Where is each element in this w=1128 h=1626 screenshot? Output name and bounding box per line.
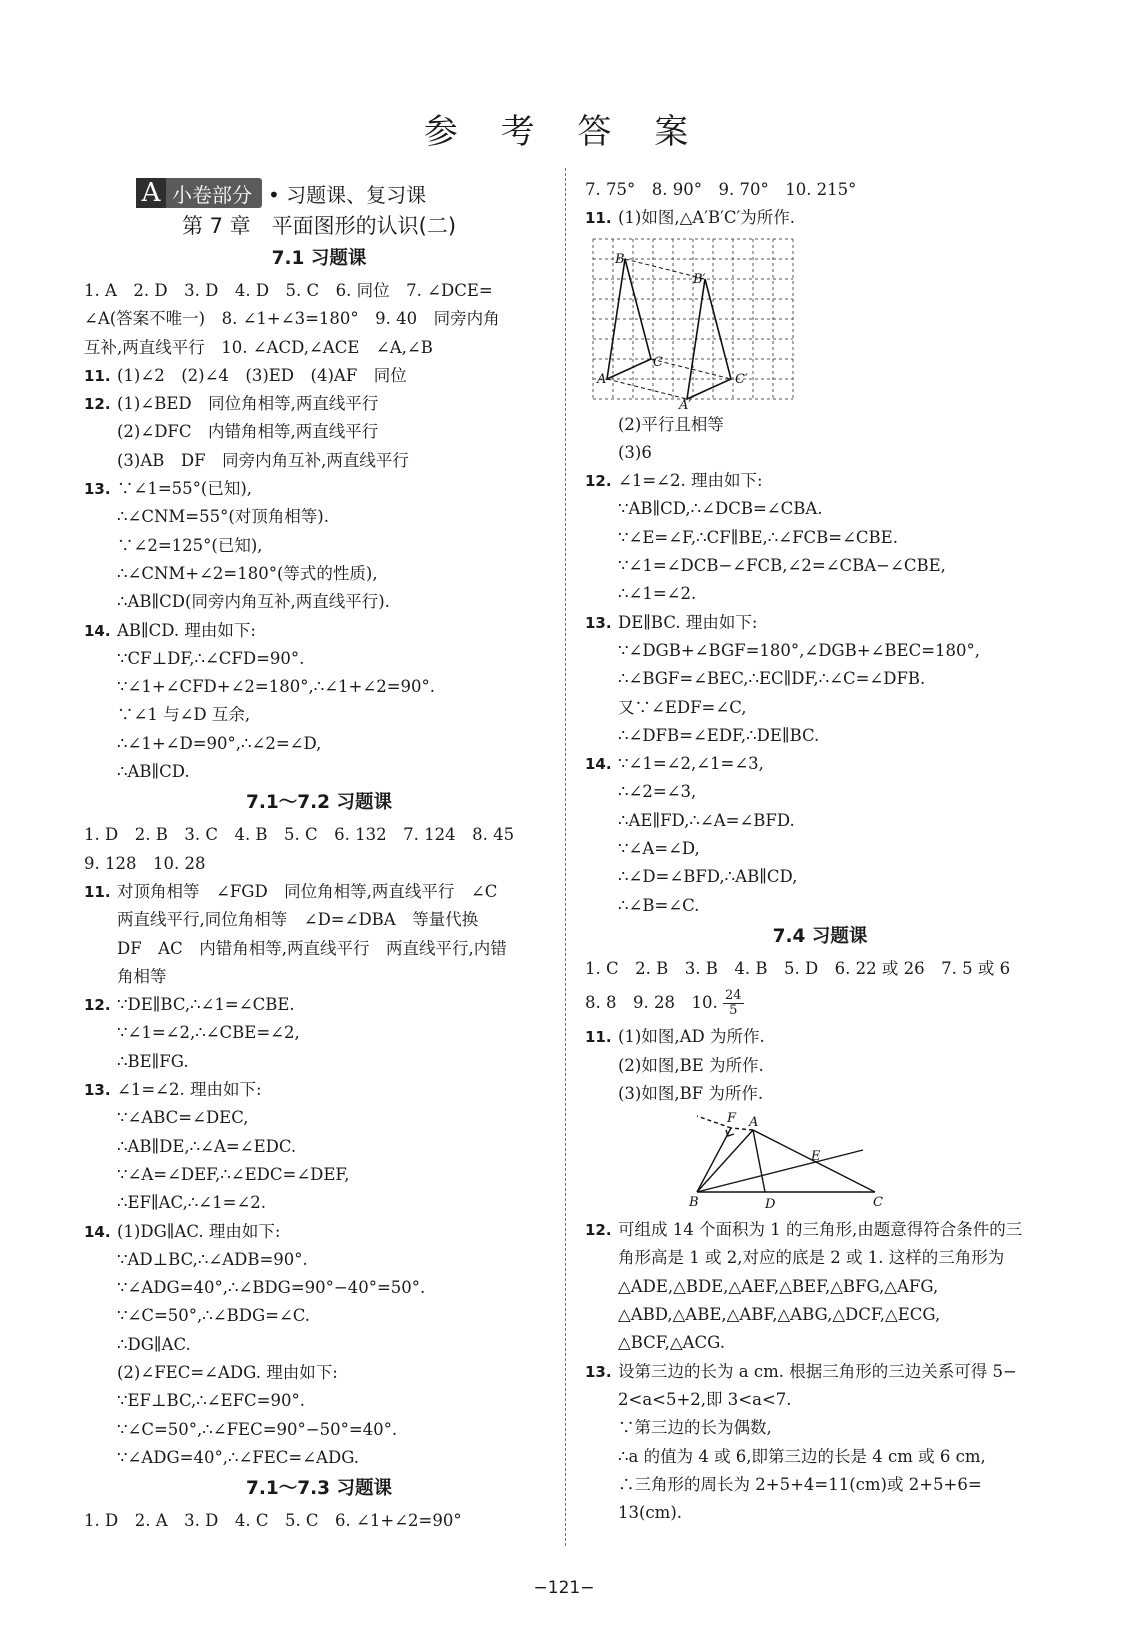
altitude-ad [753,1130,765,1192]
answer-text: ∴AB∥CD(同旁内角互补,两直线平行). [117,592,390,612]
answer-text: ∵∠A=∠DEF,∴∠EDC=∠DEF, [117,1164,350,1184]
answer-text: ∴∠CNM=55°(对顶角相等). [117,507,329,527]
answer-line [585,495,1055,523]
answer-line [84,673,554,701]
answer-text: 1. A 2. D 3. D 4. D 5. C 6. 同位 7. ∠DCE= [84,281,493,300]
answer-line [585,1052,1055,1080]
answer-line [585,609,1055,637]
answer-line [84,475,554,503]
answer-line [585,1244,1055,1272]
answer-text: ∵EF⊥BC,∴∠EFC=90°. [117,1391,305,1411]
answer-line [585,411,1055,439]
answer-text: ∵∠C=50°,∴∠FEC=90°−50°=40°. [117,1419,398,1439]
right-answers-fig2 [585,1023,1055,1108]
answer-text: ∴∠1+∠D=90°,∴∠2=∠D, [117,733,322,753]
triangle-figure [585,1108,1055,1216]
section-heading: 7.1～7.2 习题课 [246,792,392,814]
answer-text: 1. D 2. A 3. D 4. C 5. C 6. ∠1+∠2=90° [84,1511,462,1531]
answer-text: (1)如图,AD 为所作. [618,1027,765,1047]
answer-line [84,850,554,878]
answer-line [585,1499,1055,1527]
answer-line [585,1329,1055,1357]
label-d: D [765,1197,776,1213]
banner-tail: • 习题课、复习课 [268,182,427,207]
answer-line [585,722,1055,750]
section-heading: 7.4 习题课 [772,925,868,947]
answer-line [585,892,1055,920]
answer-line [585,552,1055,580]
answer-text: 9. 128 10. 28 [84,853,206,873]
answer-line-fraction [585,983,1055,1023]
right-answers-top [585,176,1055,233]
answer-line [84,758,554,786]
answer-line [585,467,1055,495]
label-e: E [811,1149,821,1165]
fraction-prefix: 8. 8 9. 28 10. [585,993,723,1013]
answer-text: ∵∠ABC=∠DEC, [117,1108,249,1128]
answer-text: 7. 75° 8. 90° 9. 70° 10. 215° [585,180,857,199]
question-number: 14. [84,621,111,640]
answer-text: ∴EF∥AC,∴∠1=∠2. [117,1193,267,1213]
right-answers-bottom [585,1216,1055,1527]
answer-line [84,1387,554,1415]
answer-line [585,1414,1055,1442]
answer-line [84,1189,554,1217]
answer-text: ∵∠C=50°,∴∠BDG=∠C. [117,1306,311,1326]
answer-line [84,503,554,531]
answer-text: ∠1=∠2. 理由如下: [618,471,763,491]
answer-text: (1)如图,△A′B′C′为所作. [618,208,795,228]
answer-line [84,1104,554,1132]
answer-text: 13(cm). [618,1503,683,1523]
answer-line [84,730,554,758]
answer-text: ∴三角形的周长为 2+5+4=11(cm)或 2+5+6= [618,1474,982,1494]
answer-line [84,1359,554,1387]
answer-line [84,1444,554,1472]
answer-text: (2)∠DFC 内错角相等,两直线平行 [117,422,379,442]
answer-line [585,204,1055,232]
answer-line [84,588,554,616]
answer-line [585,1471,1055,1499]
answer-text: ∵∠1=∠2,∠1=∠3, [618,754,764,774]
answer-text: (1)∠2 (2)∠4 (3)ED (4)AF 同位 [117,365,407,385]
answer-text: ∵第三边的长为偶数, [618,1418,772,1438]
answer-text: (2)如图,BE 为所作. [618,1055,764,1075]
answer-text: ∴AB∥DE,∴∠A=∠EDC. [117,1136,297,1156]
banner-label: 小卷部分 [172,182,252,207]
left-answers [84,244,554,1535]
answer-line [84,1133,554,1161]
answer-text: ∴∠D=∠BFD,∴AB∥CD, [618,867,798,887]
answer-line [585,665,1055,693]
answer-text: 又∵∠EDF=∠C, [618,697,747,717]
question-number: 11. [585,209,612,228]
answer-line [84,1019,554,1047]
triangle-figure-svg [585,1108,1055,1216]
answer-line [585,955,1055,983]
label-a: A [597,371,607,387]
answer-text: 1. C 2. B 3. B 4. B 5. D 6. 22 或 26 7. 5 或 6 [585,958,1011,978]
answer-text: 可组成 14 个面积为 1 的三角形,由题意得符合条件的三 [618,1220,1023,1240]
answer-text: 1. D 2. B 3. C 4. B 5. C 6. 132 7. 124 8. 45 [84,825,515,845]
answer-line [84,878,554,906]
question-number: 12. [84,996,111,1015]
label-f: F [727,1111,737,1127]
answer-text: ∵∠1=∠2,∴∠CBE=∠2, [117,1023,300,1043]
answer-line [585,1023,1055,1051]
answer-text: △ADE,△BDE,△AEF,△BEF,△BFG,△AFG, [618,1276,939,1296]
answer-text: ∵DE∥BC,∴∠1=∠CBE. [117,995,295,1015]
answer-line [585,1080,1055,1108]
answer-text: (3)如图,BF 为所作. [618,1083,764,1103]
answer-line [84,1076,554,1104]
answer-text: ∴DG∥AC. [117,1334,191,1354]
right-answers-mid [585,411,1055,984]
question-number: 13. [84,1081,111,1100]
answer-line [84,1246,554,1274]
answer-text: ∴AE∥FD,∴∠A=∠BFD. [618,810,795,830]
fraction-value [723,989,744,1018]
answer-line [84,701,554,729]
grid-figure [585,233,1055,411]
answer-line [585,580,1055,608]
answer-text: 设第三边的长为 a cm. 根据三角形的三边关系可得 5− [618,1361,1017,1381]
answer-line [84,1331,554,1359]
question-number: 13. [585,1362,612,1381]
banner-badge [136,178,262,208]
label-b: B [615,251,625,267]
column-divider [565,168,566,1546]
question-number: 11. [84,882,111,901]
answer-line [84,1218,554,1246]
section-heading: 7.1 习题课 [271,248,367,269]
label-b2: B [689,1195,699,1211]
answer-text: ∴a 的值为 4 或 6,即第三边的长是 4 cm 或 6 cm, [618,1446,986,1466]
answer-text: 角形高是 1 或 2,对应的底是 2 或 1. 这样的三角形为 [618,1248,1005,1268]
answer-line [84,1507,554,1535]
answer-line [84,1161,554,1189]
label-b-prime: B′ [693,271,706,287]
answer-line [84,334,554,362]
answer-text: ∴∠CNM+∠2=180°(等式的性质), [117,563,378,583]
question-number: 14. [585,755,612,774]
banner-letter: A [136,178,166,208]
answer-line [585,807,1055,835]
answer-line [84,1048,554,1076]
answer-text: (3)6 [618,442,652,462]
answer-text: ∵∠1 与∠D 互余, [117,705,251,725]
answer-line [84,532,554,560]
answer-text: ∴∠1=∠2. [618,584,697,604]
answer-line [585,439,1055,467]
question-number: 14. [84,1222,111,1241]
answer-text: ∵CF⊥DF,∴∠CFD=90°. [117,648,305,668]
answer-text: (1)DG∥AC. 理由如下: [117,1221,281,1241]
answer-text: ∴∠2=∠3, [618,782,697,802]
chapter-title: 第 7 章 平面图形的认识(二) [181,214,457,238]
translation-lines [607,259,731,399]
page-title: 参 考 答 案 [423,112,705,152]
answer-text: △BCF,△ACG. [618,1333,725,1353]
answer-line [585,1386,1055,1414]
answer-line [585,750,1055,778]
answer-text: 互补,两直线平行 10. ∠ACD,∠ACE ∠A,∠B [84,337,433,357]
answer-line [585,835,1055,863]
answer-line [585,1301,1055,1329]
answer-line [84,821,554,849]
label-a-prime: A′ [679,397,692,411]
answer-text: ∴∠B=∠C. [618,895,700,915]
answer-text: (3)AB DF 同旁内角互补,两直线平行 [117,450,409,470]
answer-line [585,1358,1055,1386]
answer-text: ∵AD⊥BC,∴∠ADB=90°. [117,1249,308,1269]
median-be [697,1150,863,1192]
answer-line [585,1273,1055,1301]
answer-line [84,560,554,588]
label-c2: C [873,1195,883,1211]
label-c-prime: C′ [735,371,748,387]
answer-text: ∵∠1+∠CFD+∠2=180°,∴∠1+∠2=90°. [117,677,436,697]
question-number: 13. [84,480,111,499]
answer-line [84,1302,554,1330]
answer-line [84,305,554,333]
answer-text: ∴∠BGF=∠BEC,∴EC∥DF,∴∠C=∠DFB. [618,669,926,689]
answer-line [84,906,554,934]
answer-text: DE∥BC. 理由如下: [618,612,758,632]
question-number: 13. [585,613,612,632]
answer-line [84,447,554,475]
question-number: 12. [84,395,111,414]
answer-line [84,277,554,305]
answer-line [585,863,1055,891]
answer-text: 两直线平行,同位角相等 ∠D=∠DBA 等量代换 [117,910,479,930]
answer-text: △ABD,△ABE,△ABF,△ABG,△DCF,△ECG, [618,1305,941,1325]
answer-line [84,1416,554,1444]
question-number: 12. [585,1221,612,1240]
right-column [585,176,1055,1527]
answer-text: ∵AB∥CD,∴∠DCB=∠CBA. [618,499,823,519]
answer-text: AB∥CD. 理由如下: [117,620,256,640]
answer-line [84,1274,554,1302]
fraction-numerator: 24 [724,988,742,1004]
fraction-denominator: 5 [729,1003,738,1019]
answer-text: ∵∠2=125°(已知), [117,535,263,555]
answer-text: ∵∠ADG=40°,∴∠FEC=∠ADG. [117,1447,360,1467]
answer-text: ∵∠A=∠D, [618,839,700,859]
answer-line [84,935,554,963]
answer-text: ∴∠DFB=∠EDF,∴DE∥BC. [618,725,820,745]
answer-line [84,645,554,673]
section-heading: 7.1～7.3 习题课 [246,1478,392,1500]
answer-text: (2)平行且相等 [618,414,724,434]
answer-text: ∵∠DGB+∠BGF=180°,∠DGB+∠BEC=180°, [618,640,981,660]
label-c: C [653,354,663,370]
section-banner [136,176,554,210]
answer-line [585,778,1055,806]
answer-text: 角相等 [117,966,167,986]
answer-line [84,390,554,418]
question-number: 11. [585,1028,612,1047]
answer-text: ∠A(答案不唯一) 8. ∠1+∠3=180° 9. 40 同旁内角 [84,309,500,329]
answer-line [585,637,1055,665]
answer-text: ∵∠1=55°(已知), [117,479,253,499]
answer-text: ∵∠1=∠DCB−∠FCB,∠2=∠CBA−∠CBE, [618,556,946,576]
answer-text: ∠1=∠2. 理由如下: [117,1080,262,1100]
page-number: −121− [533,1578,595,1598]
answer-line [84,418,554,446]
answer-line [84,617,554,645]
extension-dash [697,1116,731,1128]
answer-text: (2)∠FEC=∠ADG. 理由如下: [117,1362,338,1382]
answer-line [585,1216,1055,1244]
grid-figure-svg [585,233,1055,411]
answer-line [84,362,554,390]
answer-line [84,963,554,991]
answer-text: ∵∠E=∠F,∴CF∥BE,∴∠FCB=∠CBE. [618,527,898,547]
left-column [84,176,554,1535]
answer-text: DF AC 内错角相等,两直线平行 两直线平行,内错 [117,938,507,958]
label-a2: A [749,1115,759,1131]
answer-text: 2<a<5+2,即 3<a<7. [618,1389,792,1409]
answer-line [585,524,1055,552]
answer-text: ∴AB∥CD. [117,762,190,782]
answer-line [84,991,554,1019]
answer-text: (1)∠BED 同位角相等,两直线平行 [117,394,379,414]
answer-line [585,694,1055,722]
answer-text: ∴BE∥FG. [117,1051,189,1071]
answer-text: 对顶角相等 ∠FGD 同位角相等,两直线平行 ∠C [117,881,498,901]
question-number: 11. [84,366,111,385]
answer-line [585,176,1055,204]
answer-line [585,1443,1055,1471]
question-number: 12. [585,472,612,491]
answer-text: ∵∠ADG=40°,∴∠BDG=90°−40°=50°. [117,1278,426,1298]
